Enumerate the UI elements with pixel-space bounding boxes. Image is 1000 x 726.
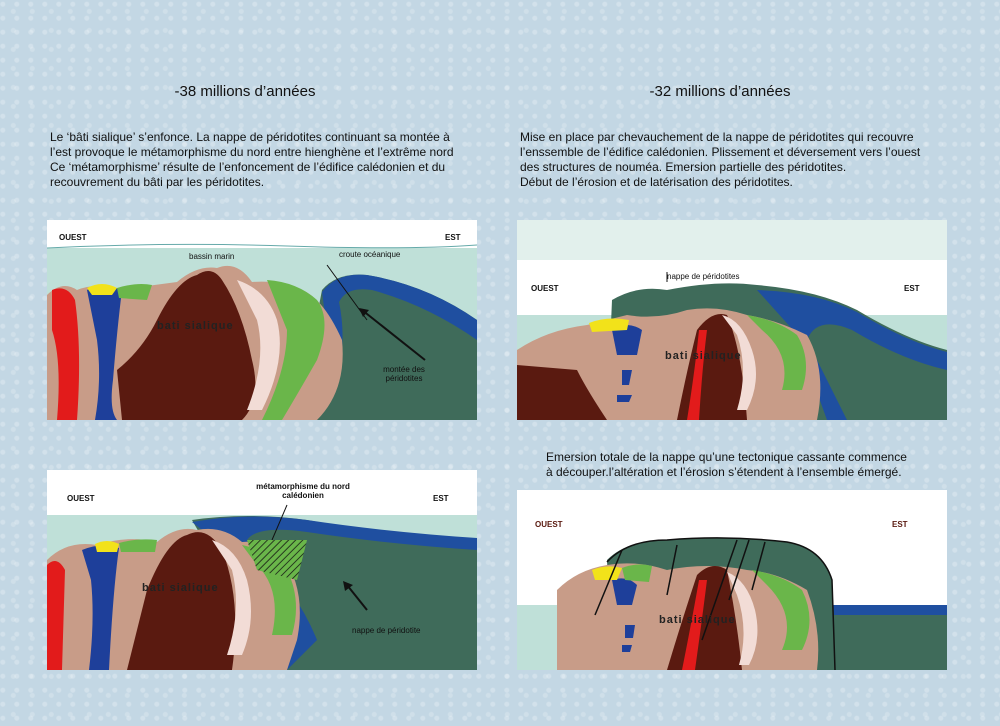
diagram-panel-3 [517,220,947,420]
montee-peridotites-label: montée des péridotites [383,365,425,383]
metamorphisme-label: métamorphisme du nord calédonien [256,482,350,500]
right2-line-2: à découper.l’altération et l’érosion s’étendent à l’ensemble émergé. [546,465,902,479]
right-line-1: Mise en place par chevauchement de la nappe de péridotites qui recouvre [520,130,914,144]
left-line-2: l’est provoque le métamorphisme du nord entre hienghène et l’extrême nord [50,145,454,159]
right-description [520,130,960,190]
right2-line-1: Emersion totale de la nappe qu’une tectonique cassante commence [546,450,907,464]
ouest-label-2: OUEST [67,494,95,503]
est-label-4: EST [892,520,908,529]
right-line-3: des structures de nouméa. Emersion partielle des péridotites. [520,160,847,174]
right-description-2 [546,450,956,480]
est-label-2: EST [433,494,449,503]
cross-section-3 [517,220,947,420]
nappe-peridotite-label: nappe de péridotite [352,626,421,635]
bati-sialique-label-2: bati sialique [142,582,219,594]
cross-section-4 [517,490,947,670]
est-label-3: EST [904,284,920,293]
ouest-label-3: OUEST [531,284,559,293]
right-line-2: l’enssemble de l’édifice calédonien. Plissement et déversement vers l’ouest [520,145,921,159]
nappe-peridotites-label: nappe de péridotites [667,272,740,281]
est-label-1: EST [445,233,461,242]
diagram-panel-1 [47,220,477,420]
bassin-marin-label: bassin marin [189,252,235,261]
bati-sialique-label-1: bati sialique [157,320,234,332]
diagram-panel-4 [517,490,947,670]
bati-sialique-label-3: bati sialique [665,350,742,362]
left-line-1: Le ‘bâti sialique’ s’enfonce. La nappe de péridotites continuant sa montée à [50,130,450,144]
ouest-label-1: OUEST [59,233,87,242]
croute-oceanique-label: croute océanique [339,250,401,259]
left-line-4: recouvrement du bâti par les péridotites. [50,175,265,189]
bati-sialique-label-4: bati sialique [659,614,736,626]
left-title: -38 millions d’années [174,83,316,100]
right-line-4: Début de l’érosion et de latérisation des péridotites. [520,175,793,189]
ouest-label-4: OUEST [535,520,563,529]
left-line-3: Ce ‘métamorphisme’ résulte de l’enfoncement de l’édifice calédonien et du [50,160,446,174]
cross-section-2 [47,470,477,670]
cross-section-1 [47,220,477,420]
diagram-panel-2 [47,470,477,670]
right-title: -32 millions d’années [649,83,791,100]
left-description [50,130,480,190]
